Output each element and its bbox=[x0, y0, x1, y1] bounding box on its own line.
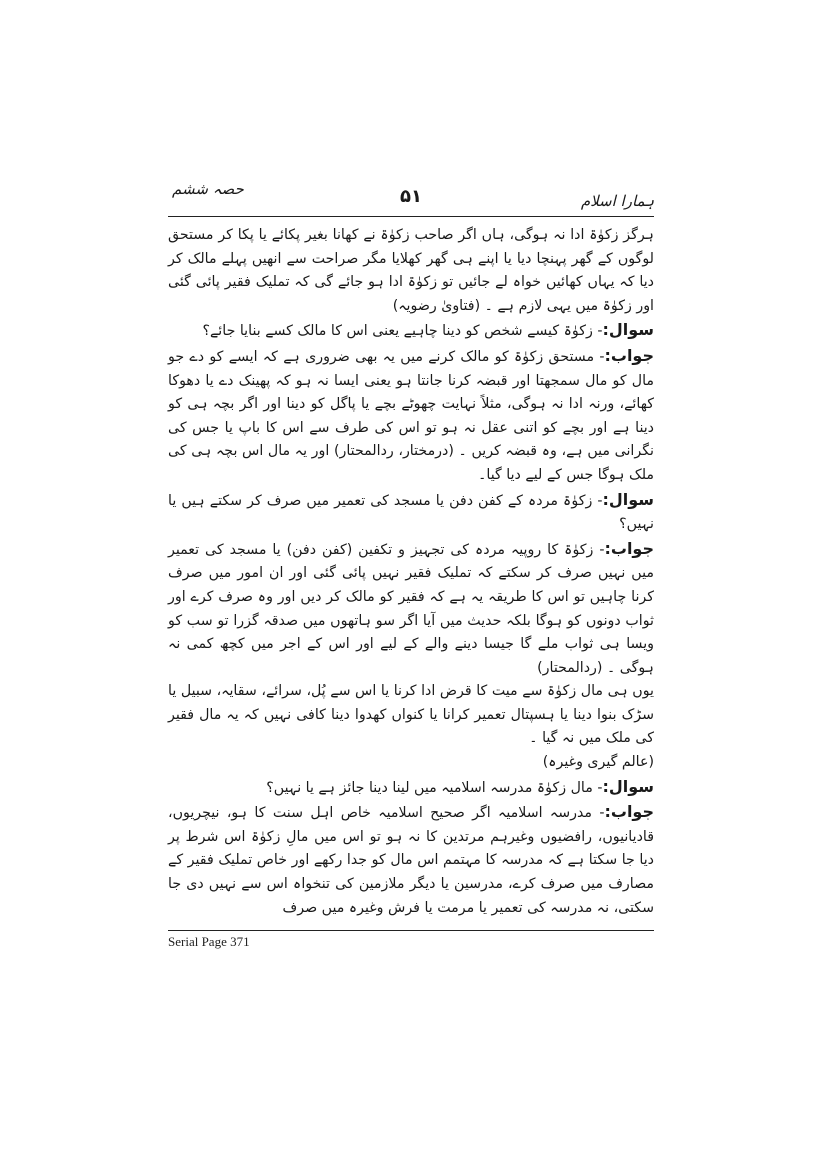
answer-2 bbox=[168, 537, 654, 681]
question-text: - مال زکوٰۃ مدرسہ اسلامیہ میں لینا دینا جائز ہے یا نہیں؟ bbox=[266, 779, 603, 796]
answer-label: جواب: bbox=[604, 538, 654, 558]
question-2 bbox=[168, 488, 654, 537]
answer-label: جواب: bbox=[604, 802, 654, 822]
footer-rule bbox=[168, 930, 654, 931]
answer-text: - مدرسہ اسلامیہ اگر صحیح اسلامیہ خاص اہل سنت کا ہو، نیچریوں، قادیانیوں، رافضیوں وغیرہم مرتدین کا نہ ہو تو اس میں مالِ زکوٰۃ اس شرط پر دیا جا سکتا ہے کہ مدرسہ کا مہتمم اس مال کو جدا رکھے اور خاص تملیک فقیر کے مصارف میں صرف کرے، مدرسین یا دیگر ملازمین کی تنخواہ اس سے نہیں دی جا سکتی، نہ مدرسہ کی تعمیر یا مرمت یا فرش وغیرہ میں صرف bbox=[168, 805, 654, 916]
header-rule bbox=[168, 216, 654, 217]
question-3 bbox=[168, 775, 654, 801]
question-text: - زکوٰۃ مردہ کے کفن دفن یا مسجد کی تعمیر میں صرف کر سکتے ہیں یا نہیں؟ bbox=[168, 492, 654, 533]
question-text: - زکوٰۃ کیسے شخص کو دینا چاہیے یعنی اس کا مالک کسے بنایا جائے؟ bbox=[202, 323, 603, 340]
page-body bbox=[168, 224, 654, 920]
serial-page: Serial Page 371 bbox=[168, 934, 250, 949]
book-page bbox=[168, 180, 654, 960]
answer-text: - مستحق زکوٰۃ کو مالک کرنے میں یہ بھی ضروری ہے کہ ایسے کو دے جو مال کو مال سمجھتا اور قبضہ کرنا جانتا ہو یعنی ایسا نہ ہو کہ پھینک دے یا دھوکا کھائے، ورنہ ادا نہ ہوگی، مثلاً نہایت چھوٹے بچے یا پاگل کو دینا اور اگر بچہ ہی کو دینا ہے اور بچے کو اتنی عقل نہ ہو تو اس کی طرف سے اس کا باپ یا جس کی نگرانی میں ہے، وہ قبضہ کریں ۔ (درمختار، ردالمحتار) اور یہ مال اس بچہ ہی کی ملک ہوگا جس کے لیے دیا گیا۔ bbox=[168, 348, 654, 483]
reference: (عالم گیری وغیرہ) bbox=[542, 754, 654, 771]
answer-label: جواب: bbox=[604, 345, 654, 365]
question-1 bbox=[168, 318, 654, 344]
question-label: سوال: bbox=[602, 320, 654, 340]
paragraph: یوں ہی مال زکوٰۃ سے میت کا قرض ادا کرنا یا اس سے پُل، سرائے، سقایہ، سبیل یا سڑک بنوا دینا یا ہسپتال تعمیر کرانا یا کنواں کھدوا دینا کافی نہیں کہ یہ مال فقیر کی ملک میں نہ گیا ۔ bbox=[168, 683, 654, 747]
part-label: حصہ ششم bbox=[172, 180, 244, 198]
paragraph: ہرگز زکوٰۃ ادا نہ ہوگی، ہاں اگر صاحب زکوٰۃ نے کھانا بغیر پکائے یا پکا کر مستحق لوگوں کے گھر پہنچا دیا یا اپنے ہی گھر کھلایا مگر صراحت سے انھیں پہلے مالک کر دیا کہ یہاں کھائیں خواہ لے جائیں تو زکوٰۃ ادا ہو جائے گی کہ تملیک فقیر پائی گئی اور زکوٰۃ میں یہی لازم ہے ۔ (فتاویٰ رضویہ) bbox=[168, 227, 654, 314]
answer-3 bbox=[168, 800, 654, 920]
page-number: ۵۱ bbox=[400, 186, 422, 207]
answer-text: - زکوٰۃ کا روپیہ مردہ کی تجہیز و تکفین (کفن دفن) یا مسجد کی تعمیر میں نہیں صرف کر سکتے کہ تملیک فقیر نہیں پائی گئی اور ان امور میں صرف کرنا چاہیں تو اس کا طریقہ یہ ہے کہ فقیر کو مالک کر دیں اور وہ صرف کرے اور ثواب دونوں کو ہوگا بلکہ حدیث میں آیا اگر سو ہاتھوں میں صدقہ گزرا تو سب کو ویسا ہی ثواب ملے گا جیسا دینے والے کے لیے اور اس کے اجر میں کچھ کمی نہ ہوگی ۔ (ردالمحتار) bbox=[168, 541, 654, 676]
book-title: ہمارا اسلام bbox=[580, 192, 654, 210]
answer-1 bbox=[168, 344, 654, 488]
question-label: سوال: bbox=[602, 489, 654, 509]
page-header bbox=[168, 180, 654, 216]
question-label: سوال: bbox=[602, 776, 654, 796]
